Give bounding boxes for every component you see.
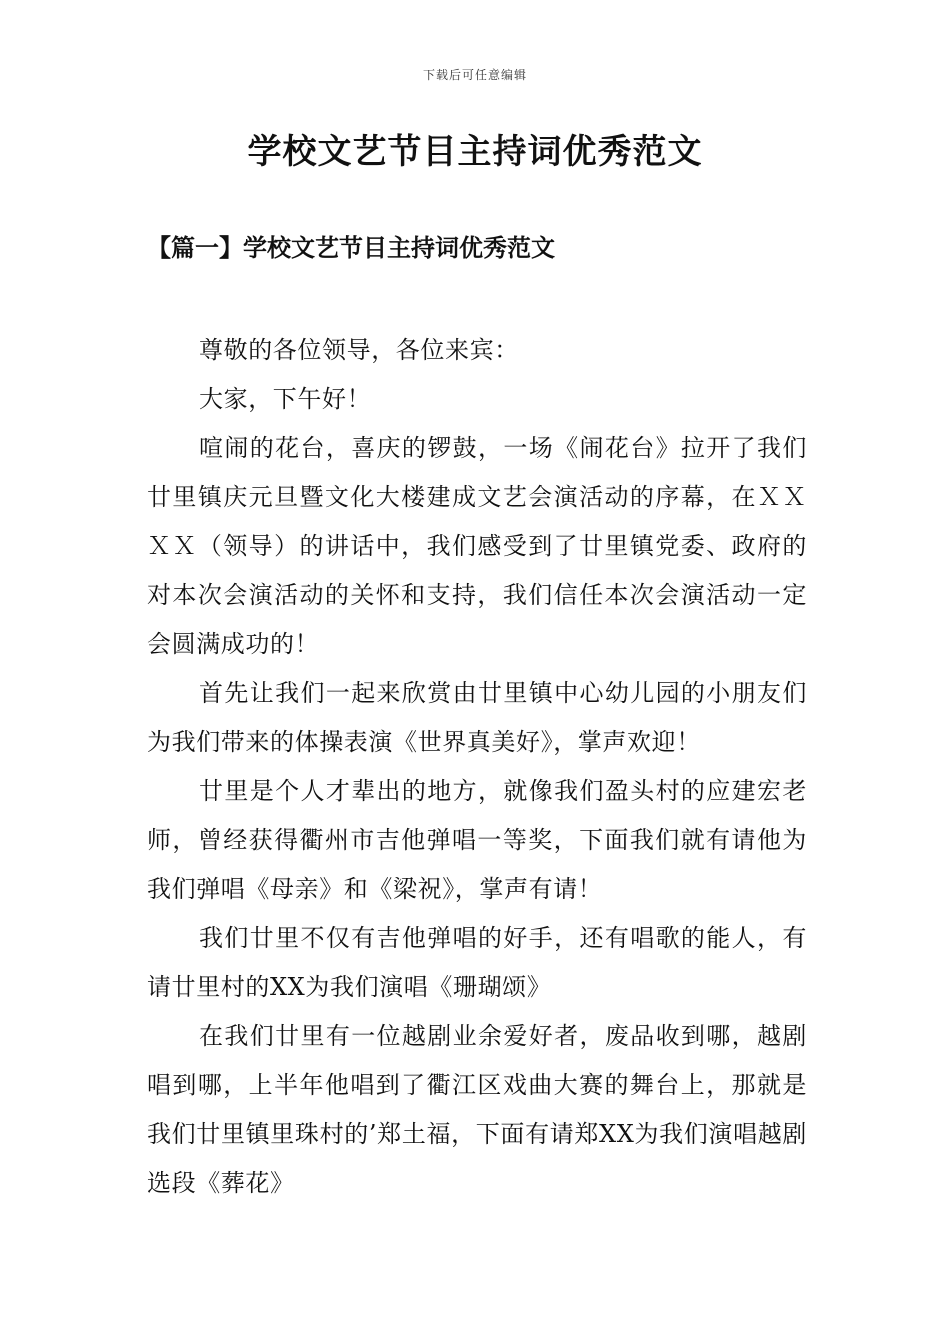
paragraph-opera: 在我们廿里有一位越剧业余爱好者，废品收到哪，越剧唱到哪，上半年他唱到了衢江区戏曲大赛的舞台上，那就是我们廿里镇里珠村的’郑土福，下面有请郑XX为我们演唱越剧选段《葬花》 bbox=[147, 1022, 807, 1197]
paragraph-greeting: 大家，下午好！ bbox=[199, 385, 372, 413]
document-body bbox=[147, 326, 807, 1208]
page-header-note: 下载后可任意编辑 bbox=[422, 68, 527, 82]
paragraph-singer: 我们廿里不仅有吉他弹唱的好手，还有唱歌的能人，有请廿里村的XX为我们演唱《珊瑚颂》 bbox=[147, 924, 807, 1001]
paragraph-salutation: 尊敬的各位领导，各位来宾： bbox=[199, 336, 519, 364]
paragraph-guitar: 廿里是个人才辈出的地方，就像我们盈头村的应建宏老师，曾经获得衢州市吉他弹唱一等奖，下面我们就有请他为我们弹唱《母亲》和《梁祝》，掌声有请！ bbox=[147, 777, 807, 903]
section-heading: 【篇一】学校文艺节目主持词优秀范文 bbox=[147, 233, 555, 262]
paragraph-kindergarten: 首先让我们一起来欣赏由廿里镇中心幼儿园的小朋友们为我们带来的体操表演《世界真美好》，掌声欢迎！ bbox=[147, 679, 807, 756]
document-title: 学校文艺节目主持词优秀范文 bbox=[247, 132, 703, 172]
paragraph-opening: 喧闹的花台，喜庆的锣鼓，一场《闹花台》拉开了我们廿里镇庆元旦暨文化大楼建成文艺会演活动的序幕，在ＸＸＸＸ（领导）的讲话中，我们感受到了廿里镇党委、政府的对本次会演活动的关怀和支持，我们信任本次会演活动一定会圆满成功的！ bbox=[147, 434, 807, 658]
